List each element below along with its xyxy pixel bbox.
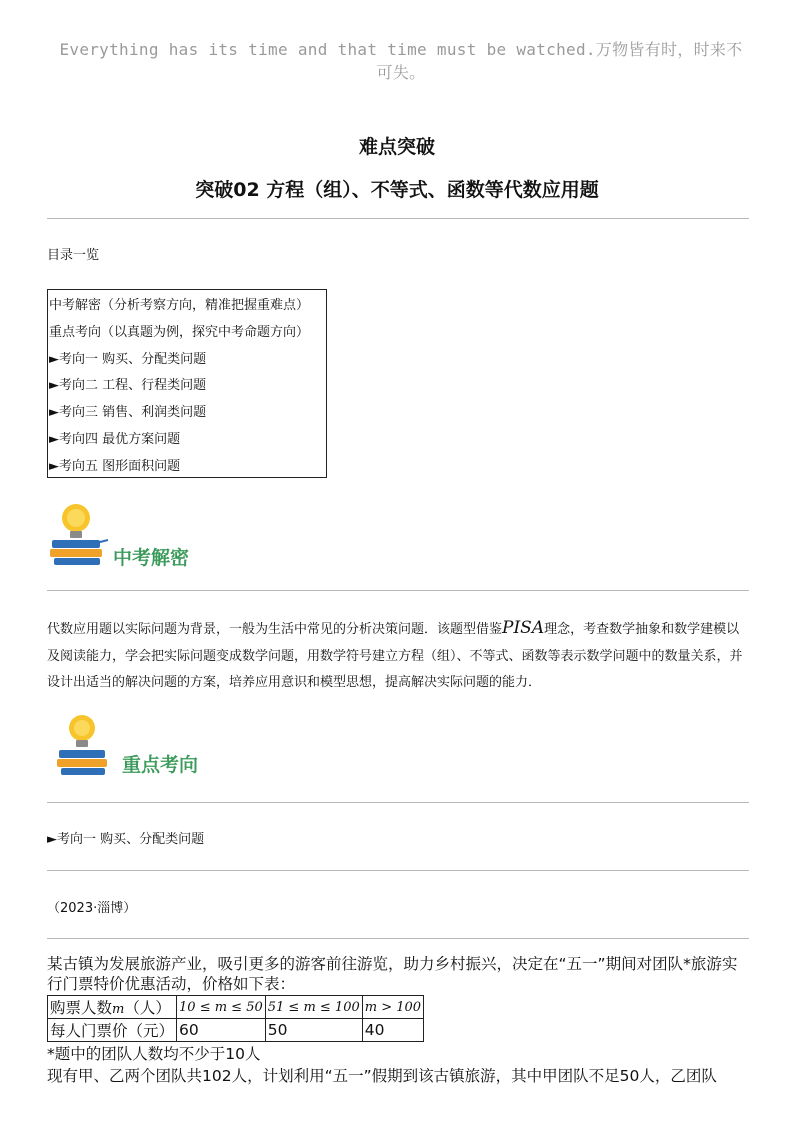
toc-item[interactable]: ►考向四 最优方案问题: [49, 431, 181, 447]
intro-paragraph: 代数应用题以实际问题为背景，一般为生活中常见的分析决策问题．该题型借鉴PISA理念，考查数学抽象和数学建模以及阅读能力，学会把实际问题变成数学问题，用数学符号建立方程（组）、不等式、函数等表示数学问题中的数量关系，并设计出适当的解决问题的方案，培养应用意识和模型思想，提高解决实际问题的能力．: [47, 618, 743, 690]
header-motto: [40, 38, 762, 84]
divider: [47, 938, 749, 939]
section-title-zhongdian-kaoxiang: 重点考向: [122, 754, 199, 776]
table-price-cell: 40: [362, 1019, 423, 1042]
table-header-cell: 每人门票价（元）: [48, 1019, 177, 1042]
motto-line-1: Everything has its time and that time must be watched.万物皆有时，时来不: [59, 40, 743, 59]
topic-heading: ►考向一 购买、分配类问题: [47, 832, 205, 847]
table-price-cell: 60: [177, 1019, 266, 1042]
table-range-cell: m > 100: [362, 996, 423, 1019]
price-table: [47, 995, 424, 1042]
problem-note: *题中的团队人数均不少于10人: [47, 1045, 261, 1063]
sub-title: 突破02 方程（组）、不等式、函数等代数应用题: [195, 179, 599, 201]
toc-heading: 目录一览: [47, 248, 100, 263]
toc-item[interactable]: 重点考向（以真题为例，探究中考命题方向）: [49, 324, 310, 340]
divider: [47, 802, 749, 803]
divider: [47, 218, 749, 219]
divider: [47, 870, 749, 871]
main-title: 难点突破: [358, 136, 435, 158]
table-header-cell: 购票人数m（人）: [48, 996, 177, 1019]
pisa-term: PISA: [502, 618, 545, 638]
toc-item[interactable]: ►考向二 工程、行程类问题: [49, 378, 207, 394]
table-price-cell: 50: [265, 1019, 362, 1042]
problem-text-2: 现有甲、乙两个团队共102人，计划利用“五一”假期到该古镇旅游，其中甲团队不足50人，乙团队: [47, 1067, 717, 1085]
problem-text-1: 某古镇为发展旅游产业，吸引更多的游客前往游览，助力乡村振兴，决定在“五一”期间对团队*旅游实行门票特价优惠活动，价格如下表：: [47, 955, 738, 993]
toc-item[interactable]: ►考向一 购买、分配类问题: [49, 351, 207, 367]
section-title-zhongkao-jiemi: 中考解密: [113, 547, 190, 569]
divider: [47, 590, 749, 591]
toc-item[interactable]: ►考向五 图形面积问题: [49, 458, 181, 474]
table-range-cell: 51 ≤ m ≤ 100: [265, 996, 362, 1019]
lightbulb-books-icon: [56, 712, 118, 780]
toc-item[interactable]: 中考解密（分析考察方向，精准把握重难点）: [49, 298, 310, 313]
lightbulb-books-icon: [48, 500, 113, 570]
problem-source: （2023·淄博）: [47, 901, 137, 916]
toc-item[interactable]: ►考向三 销售、利润类问题: [49, 405, 207, 421]
table-range-cell: 10 ≤ m ≤ 50: [177, 996, 266, 1019]
toc-box: [47, 289, 327, 478]
motto-line-2: 可失。: [376, 63, 426, 82]
